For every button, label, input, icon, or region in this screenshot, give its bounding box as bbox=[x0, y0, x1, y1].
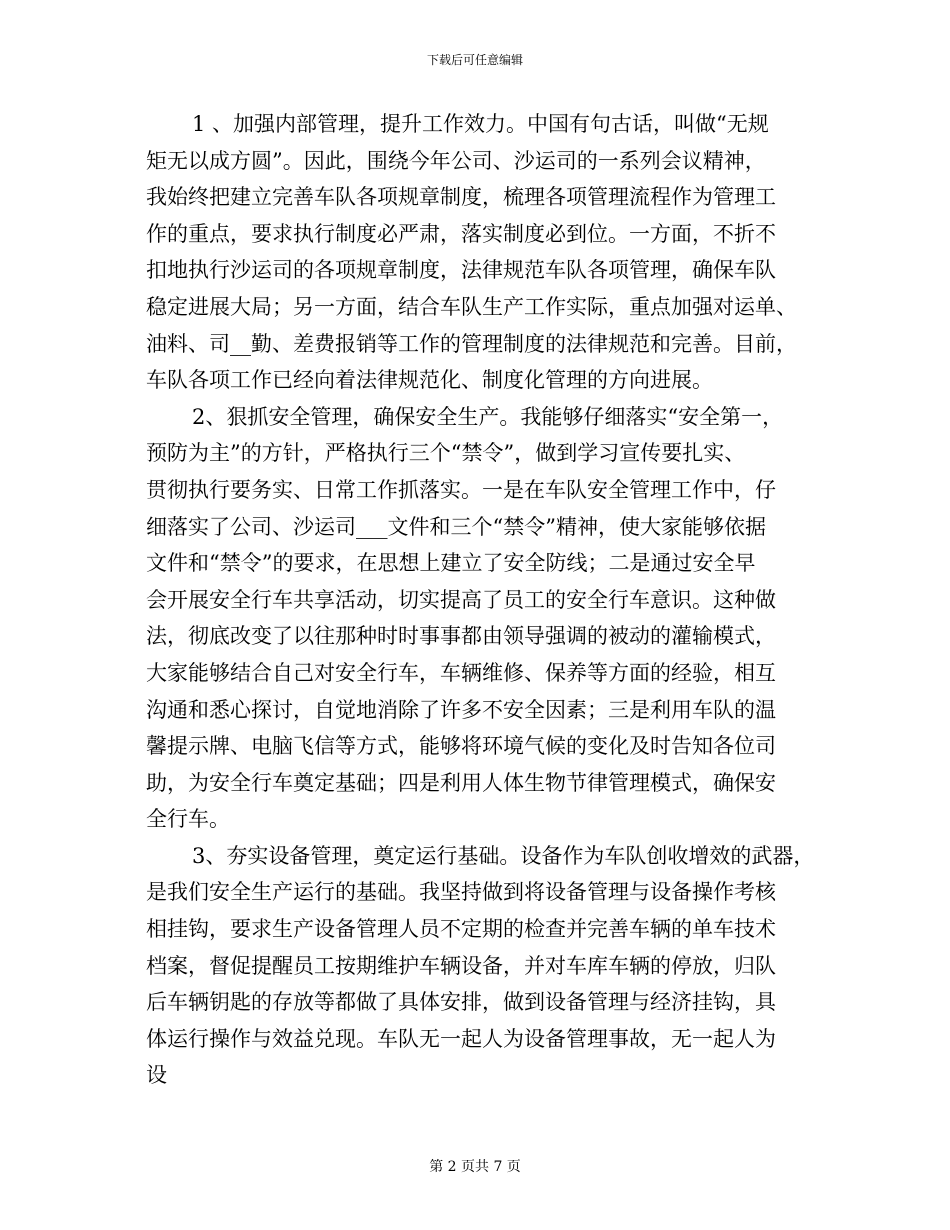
text-line: 2、狠抓安全管理，确保安全生产。我能够仔细落实“安全第一， bbox=[192, 404, 784, 429]
text-line: 沟通和悉心探讨，自觉地消除了许多不安全因素；三是利用车队的温 bbox=[146, 697, 776, 722]
text-line: 文件和“禁令”的要求，在思想上建立了安全防线；二是通过安全早 bbox=[146, 551, 756, 576]
text-line: 大家能够结合自己对安全行车，车辆维修、保养等方面的经验，相互 bbox=[146, 660, 776, 685]
text-line: 作的重点，要求执行制度必严肃，落实制度必到位。一方面，不折不 bbox=[146, 221, 776, 246]
text-line: 细落实了公司、沙运司___文件和三个“禁令”精神，使大家能够依据 bbox=[146, 514, 766, 539]
text-line: 油料、司__勤、差费报销等工作的管理制度的法律规范和完善。目前， bbox=[146, 331, 797, 356]
document-body bbox=[146, 106, 826, 1094]
text-line: 档案，督促提醒员工按期维护车辆设备，并对车库车辆的停放，归队 bbox=[146, 953, 776, 978]
text-line: 是我们安全生产运行的基础。我坚持做到将设备管理与设备操作考核 bbox=[146, 880, 776, 905]
page-header: 下载后可任意编辑 bbox=[426, 53, 523, 67]
text-line: 会开展安全行车共享活动，切实提高了员工的安全行车意识。这种做 bbox=[146, 587, 776, 612]
text-line: 贯彻执行要务实、日常工作抓落实。一是在车队安全管理工作中，仔 bbox=[146, 477, 776, 502]
text-line: 3、夯实设备管理，奠定运行基础。设备作为车队创收增效的武器， bbox=[192, 843, 815, 868]
text-line: 法，彻底改变了以往那种时时事事都由领导强调的被动的灌输模式， bbox=[146, 624, 776, 649]
text-line: 1 、加强内部管理，提升工作效力。中国有句古话，叫做“无规 bbox=[192, 112, 769, 136]
text-line: 全行车。 bbox=[146, 807, 230, 832]
text-line: 助，为安全行车奠定基础；四是利用人体生物节律管理模式，确保安 bbox=[146, 770, 776, 795]
text-line: 稳定进展大局；另一方面，结合车队生产工作实际，重点加强对运单、 bbox=[146, 294, 797, 319]
text-line: 体运行操作与效益兑现。车队无一起人为设备管理事故，无一起人为 bbox=[146, 1026, 776, 1051]
text-line: 相挂钩，要求生产设备管理人员不定期的检查并完善车辆的单车技术 bbox=[146, 917, 776, 942]
text-line: 后车辆钥匙的存放等都做了具体安排，做到设备管理与经济挂钩，具 bbox=[146, 990, 776, 1015]
page-footer: 第 2 页共 7 页 bbox=[429, 1159, 521, 1175]
text-line: 预防为主”的方针，严格执行三个“禁令”，做到学习宣传要扎实、 bbox=[146, 441, 746, 466]
text-line: 矩无以成方圆”。因此，围绕今年公司、沙运司的一系列会议精神， bbox=[146, 148, 766, 173]
text-line: 扣地执行沙运司的各项规章制度，法律规范车队各项管理，确保车队 bbox=[146, 258, 776, 283]
text-line: 设 bbox=[146, 1063, 167, 1088]
text-line: 车队各项工作已经向着法律规范化、制度化管理的方向进展。 bbox=[146, 368, 713, 393]
text-line: 我始终把建立完善车队各项规章制度，梳理各项管理流程作为管理工 bbox=[146, 185, 776, 210]
text-line: 馨提示牌、电脑飞信等方式，能够将环境气候的变化及时告知各位司 bbox=[146, 734, 776, 759]
